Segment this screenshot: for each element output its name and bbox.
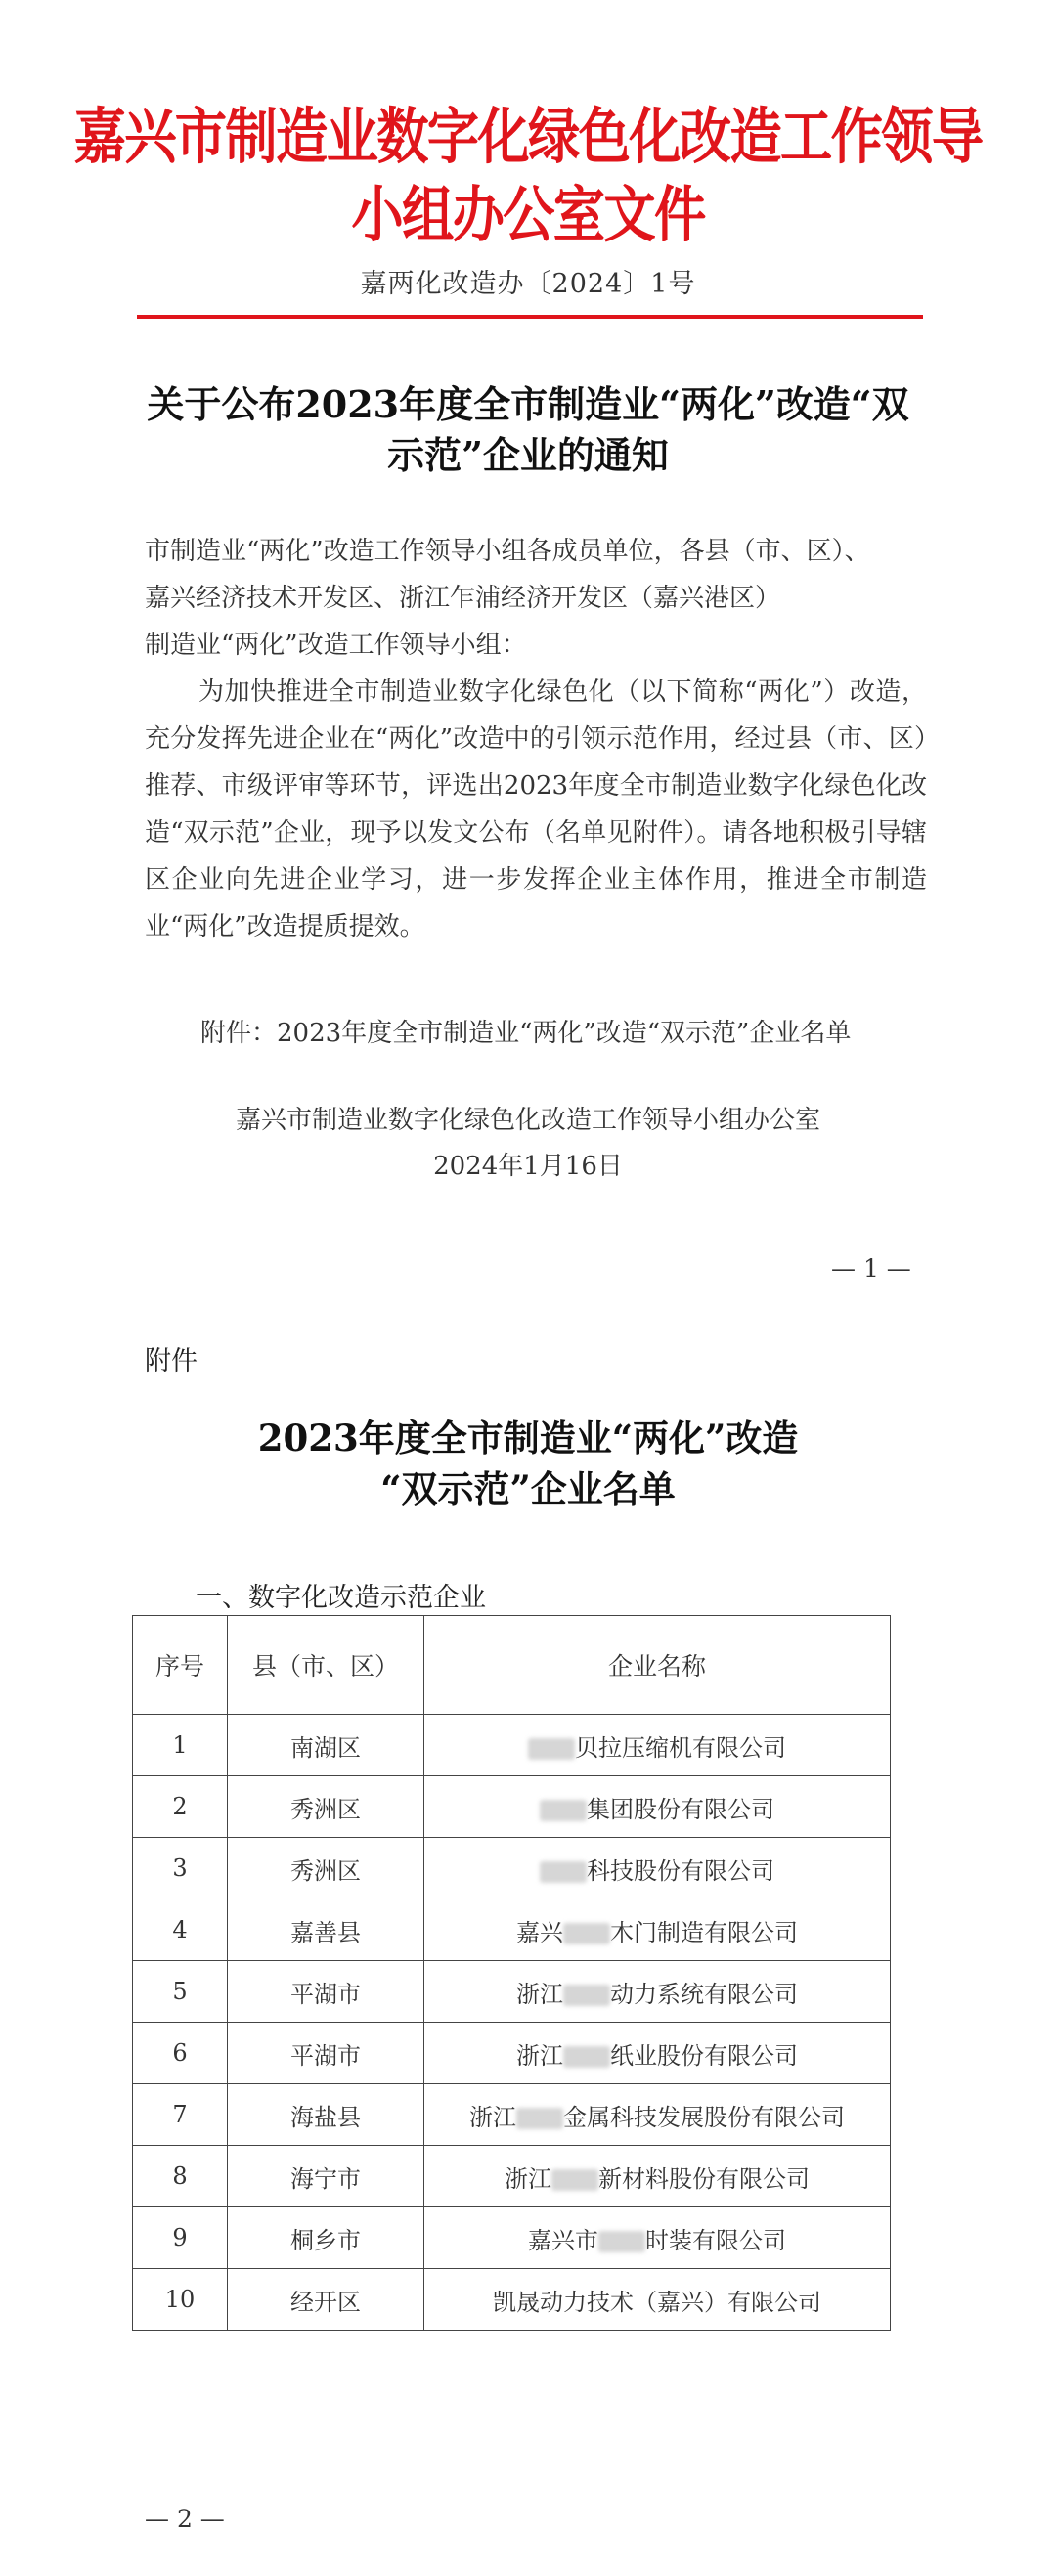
- cell-county: 桐乡市: [228, 2207, 424, 2269]
- company-name-prefix: 浙江: [505, 2164, 551, 2193]
- redacted-text: [540, 1800, 587, 1821]
- cell-number: 2: [133, 1776, 228, 1838]
- notice-title-line-1: 关于公布2023年度全市制造业“两化”改造“双: [147, 382, 909, 426]
- notice-title-line-2: 示范”企业的通知: [387, 433, 669, 477]
- section-heading: 一、数字化改造示范企业: [196, 1583, 486, 1613]
- notice-title: [127, 379, 929, 481]
- company-name-suffix: 纸业股份有限公司: [610, 2041, 798, 2070]
- company-name-suffix: 新材料股份有限公司: [598, 2164, 810, 2193]
- cell-company-name: [424, 1715, 891, 1776]
- table-row: [133, 2207, 891, 2269]
- company-name-prefix: 嘉兴市: [528, 2226, 598, 2254]
- redacted-text: [563, 2046, 610, 2068]
- cell-company-name: [424, 2023, 891, 2084]
- attachment-label: 附件: [145, 1346, 198, 1376]
- table-row: [133, 1961, 891, 2023]
- redacted-text: [551, 2169, 598, 2191]
- column-header-county: 县（市、区）: [228, 1616, 424, 1715]
- list-title: [0, 1413, 1056, 1514]
- signature-date: 2024年1月16日: [433, 1152, 623, 1181]
- column-header-number: 序号: [133, 1616, 228, 1715]
- company-name-prefix: 浙江: [516, 1980, 563, 2008]
- company-name-prefix: 嘉兴: [516, 1918, 563, 1946]
- cell-company-name: [424, 1961, 891, 2023]
- cell-county: 经开区: [228, 2269, 424, 2331]
- cell-company-name: [424, 1776, 891, 1838]
- list-title-line-1: 2023年度全市制造业“两化”改造: [257, 1417, 799, 1460]
- company-name-suffix: 集团股份有限公司: [587, 1795, 774, 1823]
- document-header-title: 嘉兴市制造业数字化绿色化改造工作领导小组办公室文件: [73, 101, 983, 250]
- company-name-suffix: 木门制造有限公司: [610, 1918, 798, 1946]
- notice-body: 为加快推进全市制造业数字化绿色化（以下简称“两化”）改造，充分发挥先进企业在“两化”改造中的引领示范作用，经过县（市、区）推荐、市级评审等环节，评选出2023年度全市制造业数字化绿色化改造“双示范”企业，现予以发文公布（名单见附件）。请各地积极引导辖区企业向先进企业学习，进一步发挥企业主体作用，推进全市制造业“两化”改造提质提效。: [145, 677, 927, 941]
- cell-company-name: [424, 1899, 891, 1961]
- recipients-line-1: 市制造业“两化”改造工作领导小组各成员单位，各县（市、区）、: [145, 537, 870, 566]
- page-number-2: — 2 —: [145, 2505, 225, 2533]
- company-name-prefix: 浙江: [516, 2041, 563, 2070]
- cell-county: 南湖区: [228, 1715, 424, 1776]
- cell-company-name: [424, 2146, 891, 2207]
- list-title-line-2: “双示范”企业名单: [380, 1467, 676, 1510]
- redacted-text: [598, 2231, 645, 2252]
- table-header-row: [133, 1616, 891, 1715]
- table-body: [133, 1715, 891, 2331]
- cell-company-name: [424, 2269, 891, 2331]
- cell-number: 10: [133, 2269, 228, 2331]
- recipients: [145, 528, 927, 669]
- cell-number: 6: [133, 2023, 228, 2084]
- table-row: [133, 1838, 891, 1899]
- table-row: [133, 2023, 891, 2084]
- cell-number: 7: [133, 2084, 228, 2146]
- table-row: [133, 1715, 891, 1776]
- company-name-suffix: 金属科技发展股份有限公司: [563, 2103, 845, 2131]
- signature-organization: 嘉兴市制造业数字化绿色化改造工作领导小组办公室: [235, 1106, 820, 1135]
- redacted-text: [563, 1985, 610, 2006]
- document-number: 嘉两化改造办〔2024〕1号: [360, 269, 696, 299]
- cell-county: 秀洲区: [228, 1776, 424, 1838]
- company-name-suffix: 科技股份有限公司: [587, 1856, 774, 1885]
- redacted-text: [563, 1923, 610, 1944]
- recipients-line-3: 制造业“两化”改造工作领导小组：: [145, 631, 527, 660]
- column-header-company: 企业名称: [424, 1616, 891, 1715]
- cell-number: 5: [133, 1961, 228, 2023]
- cell-number: 9: [133, 2207, 228, 2269]
- cell-county: 平湖市: [228, 2023, 424, 2084]
- table-row: [133, 2084, 891, 2146]
- cell-county: 嘉善县: [228, 1899, 424, 1961]
- cell-county: 秀洲区: [228, 1838, 424, 1899]
- cell-number: 4: [133, 1899, 228, 1961]
- redacted-text: [540, 1861, 587, 1883]
- recipients-line-2: 嘉兴经济技术开发区、浙江乍浦经济开发区（嘉兴港区）: [145, 584, 781, 613]
- cell-county: 海盐县: [228, 2084, 424, 2146]
- redacted-text: [516, 2108, 563, 2129]
- redacted-text: [528, 1738, 575, 1760]
- table-row: [133, 1776, 891, 1838]
- company-name-suffix: 时装有限公司: [645, 2226, 786, 2254]
- page-number-1: — 1 —: [831, 1254, 911, 1283]
- company-name-prefix: 浙江: [469, 2103, 516, 2131]
- company-name-suffix: 凯晟动力技术（嘉兴）有限公司: [493, 2288, 821, 2316]
- cell-company-name: [424, 1838, 891, 1899]
- table-row: [133, 2269, 891, 2331]
- cell-county: 平湖市: [228, 1961, 424, 2023]
- company-name-suffix: 贝拉压缩机有限公司: [575, 1733, 786, 1762]
- company-name-suffix: 动力系统有限公司: [610, 1980, 798, 2008]
- table-row: [133, 2146, 891, 2207]
- cell-number: 8: [133, 2146, 228, 2207]
- cell-number: 1: [133, 1715, 228, 1776]
- header-divider: [137, 315, 923, 319]
- cell-number: 3: [133, 1838, 228, 1899]
- cell-county: 海宁市: [228, 2146, 424, 2207]
- enterprise-table: [132, 1615, 891, 2331]
- cell-company-name: [424, 2084, 891, 2146]
- cell-company-name: [424, 2207, 891, 2269]
- attachment-reference: 附件：2023年度全市制造业“两化”改造“双示范”企业名单: [200, 1019, 852, 1048]
- table-row: [133, 1899, 891, 1961]
